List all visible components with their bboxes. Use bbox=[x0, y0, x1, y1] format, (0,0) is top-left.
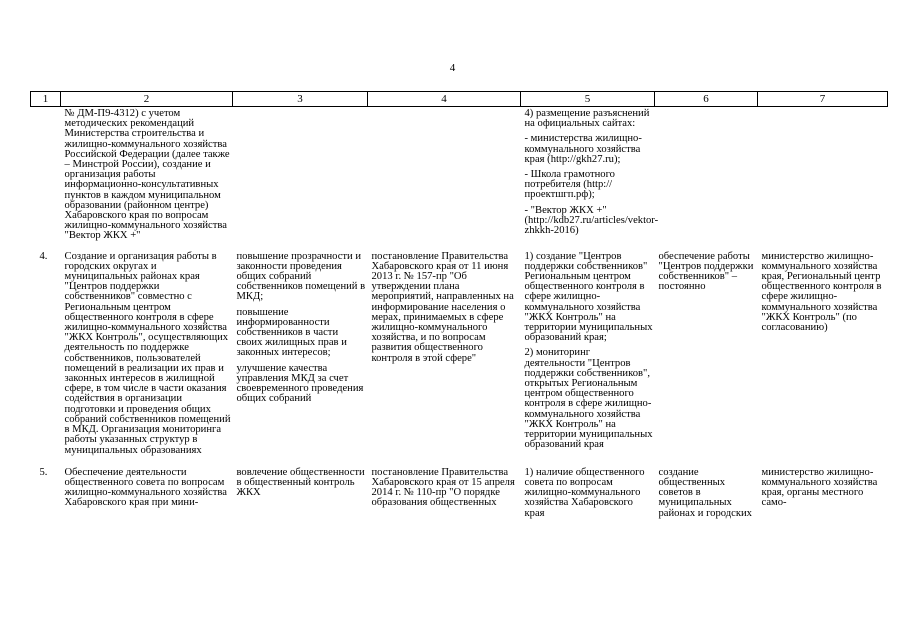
cell-indicator: 1) наличие общественного совета по вопросам жилищно-коммунального хозяйства Хабаровского края bbox=[524, 466, 645, 519]
cell-measure: Обеспечение деятельности общественного совета по вопросам жилищно-коммунального хозяйства Хабаровского края при мини- bbox=[64, 466, 227, 509]
paragraph: 1) создание "Центров поддержки собственников" Региональным центром общественного контроля в сфере жилищно-коммунального хозяйства "ЖКХ Контроль" на территории муниципальных образований края; bbox=[524, 250, 653, 344]
cell-document: постановление Правительства Хабаровского края от 15 апреля 2014 г. № 110-пр "О порядке образования общественных bbox=[371, 466, 515, 509]
cell-responsible: министерство жилищно-коммунального хозяйства края, Региональный центр общественного контроля в сфере жилищно-коммунального хозяйства "ЖКХ Контроль" (по согласованию) bbox=[761, 250, 882, 334]
paragraph: 2) мониторинг деятельности "Центров поддержки собственников", открытых Региональным центром общественного контроля в сфере жилищно-коммунального хозяйства "ЖКХ Контроль" на территории муниципальных образований края bbox=[524, 347, 653, 451]
paragraph: - министерства жилищно-коммунального хозяйства края (http://gkh27.ru); bbox=[524, 133, 642, 165]
table-row-continuation bbox=[31, 107, 888, 242]
cell-result bbox=[233, 107, 368, 242]
cell-indicator bbox=[521, 242, 655, 456]
cell-indicator bbox=[521, 107, 659, 242]
cell-deadline: обеспечение работы "Центров поддержки собственников" – постоянно bbox=[658, 250, 754, 293]
cell-document bbox=[368, 107, 521, 242]
paragraph: - Школа грамотного потребителя (http://проектшгп.рф); bbox=[524, 169, 615, 201]
header-col-2: 2 bbox=[61, 92, 233, 107]
page-number: 4 bbox=[449, 62, 456, 74]
header-col-6: 6 bbox=[655, 92, 758, 107]
header-col-4: 4 bbox=[368, 92, 521, 107]
paragraph: 4) размещение разъяснений на официальных сайтах: bbox=[524, 108, 650, 130]
cell-measure: Создание и организация работы в городских округах и муниципальных районах края "Центров поддержки собственников" совместно с Региональным центром общественного контроля в сфере жилищно-коммунального хозяйства "ЖКХ Контроль", осуществляющих деятельность по поддержке собственников, пользователей помещений в реализации их прав и законных интересов в жилищной сфере, в том числе в части оказания содействия в организации подготовки и проведения общих собраний собственников помещений в МКД. Организация мониторинга работы указанных структур в муниципальных образованиях bbox=[64, 250, 231, 456]
header-row bbox=[31, 92, 888, 107]
measures-table bbox=[30, 91, 888, 519]
cell-number bbox=[31, 107, 61, 242]
cell-result bbox=[233, 242, 368, 456]
cell-responsible: министерство жилищно-коммунального хозяйства края, органы местного само- bbox=[761, 466, 878, 509]
header-col-5: 5 bbox=[521, 92, 655, 107]
cell-deadline bbox=[655, 107, 758, 242]
cell-measure: № ДМ-П9-4312) с учетом методических рекомендаций Министерства строительства и жилищно-коммунального хозяйства Российской Федерации (далее также – Минстрой России), создание и организация работы информационно-консультативных пунктов в каждом муниципальном образовании (районном центре) Хабаровского края по вопросам жилищно-коммунального хозяйства "Вектор ЖКХ +" bbox=[64, 108, 230, 242]
table-row-4 bbox=[31, 242, 888, 456]
cell-result: вовлечение общественности в общественный контроль ЖКХ bbox=[236, 466, 365, 499]
cell-document: постановление Правительства Хабаровского края от 11 июня 2013 г. № 157-пр "Об утверждении плана мероприятий, направленных на информирование населения о мерах, принимаемых в сфере жилищно-коммунального хозяйства, и по вопросам развития общественного контроля в этой сфере" bbox=[371, 250, 514, 364]
table-row-5 bbox=[31, 456, 888, 519]
header-col-1: 1 bbox=[31, 92, 61, 107]
cell-number: 5. bbox=[39, 466, 48, 478]
paragraph: улучшение качества управления МКД за счет своевременного проведения общих собраний bbox=[236, 362, 364, 405]
header-col-3: 3 bbox=[233, 92, 368, 107]
cell-number: 4. bbox=[39, 250, 48, 262]
header-col-7: 7 bbox=[758, 92, 888, 107]
cell-deadline: создание общественных советов в муниципальных районах и городских bbox=[658, 466, 752, 519]
paragraph: повышение прозрачности и законности проведения общих собраний собственников помещений в МКД; bbox=[236, 250, 366, 303]
paragraph: повышение информированности собственников в части своих жилищных прав и законных интересов; bbox=[236, 306, 347, 359]
cell-responsible bbox=[758, 107, 888, 242]
paragraph: - "Вектор ЖКХ +" (http://kdb27.ru/articles/vektor-zhkkh-2016) bbox=[524, 204, 659, 237]
